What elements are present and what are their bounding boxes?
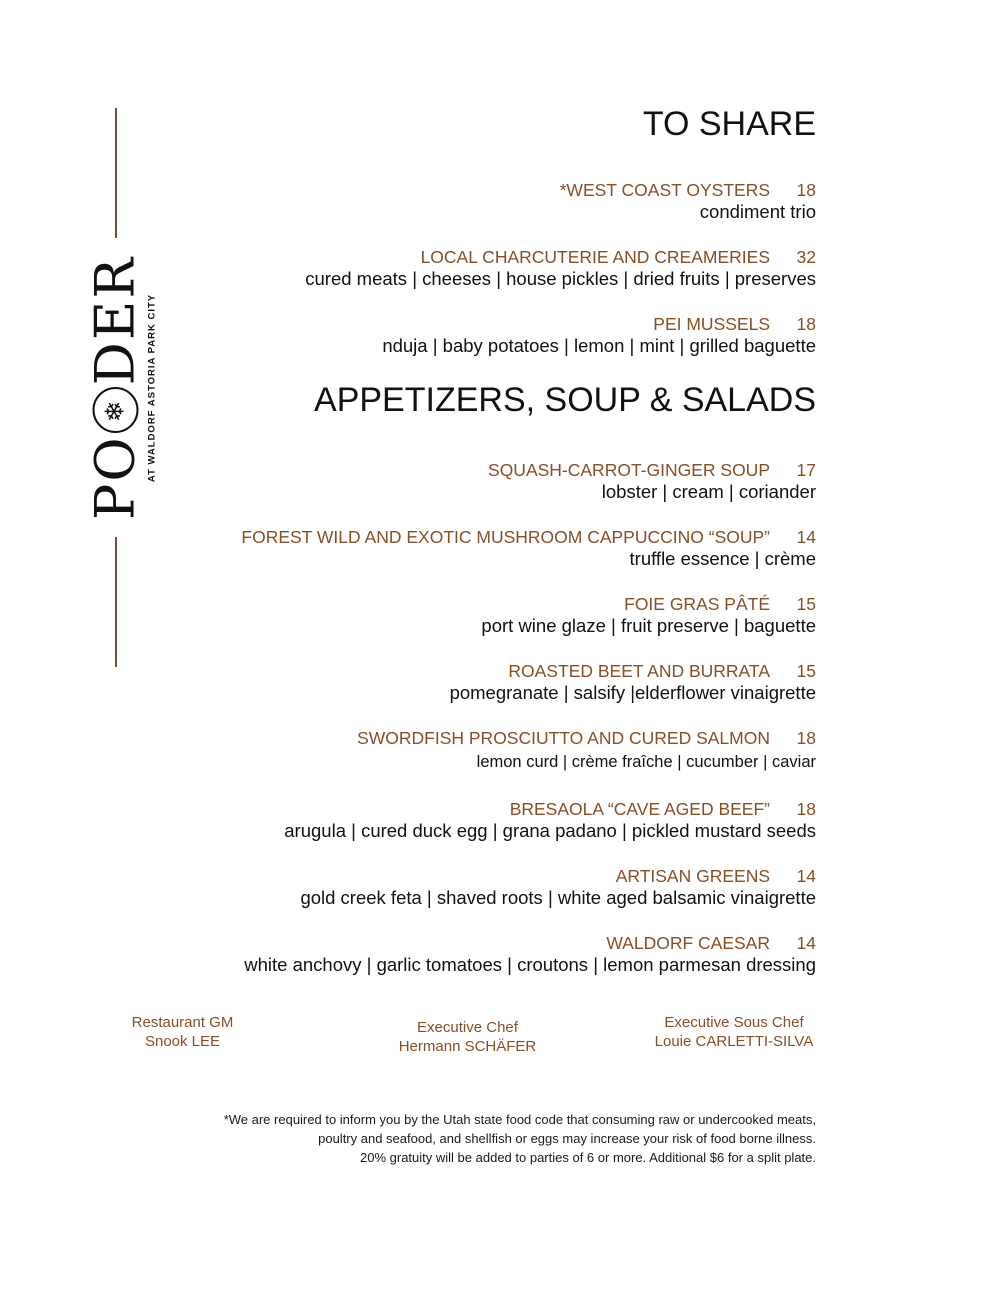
item-price: 18	[796, 179, 816, 200]
disclaimer-line: poultry and seafood, and shellfish or eggs may increase your risk of food borne illness.	[318, 1131, 816, 1146]
menu-item	[116, 246, 816, 290]
item-price: 18	[796, 798, 816, 819]
item-description: gold creek feta | shaved roots | white aged balsamic vinaigrette	[300, 886, 816, 908]
item-name: SQUASH-CARROT-GINGER SOUP	[488, 459, 770, 480]
menu-item	[116, 798, 816, 842]
disclaimer-line: 20% gratuity will be added to parties of 6 or more. Additional $6 for a split plate.	[360, 1150, 816, 1165]
staff-role: Restaurant GM	[131, 1014, 234, 1031]
item-description: arugula | cured duck egg | grana padano | pickled mustard seeds	[284, 819, 816, 841]
item-price: 14	[796, 932, 816, 953]
menu-item	[116, 865, 816, 909]
menu-item	[116, 459, 816, 503]
logo-word-left: PO	[83, 435, 146, 520]
item-name: LOCAL CHARCUTERIE AND CREAMERIES	[420, 246, 770, 267]
item-description: pomegranate | salsify |elderflower vinaigrette	[449, 681, 816, 703]
menu-item	[116, 526, 816, 570]
item-description: lobster | cream | coriander	[601, 480, 816, 502]
section-title-appetizers: APPETIZERS, SOUP & SALADS	[314, 380, 816, 419]
item-price: 18	[796, 313, 816, 334]
staff-name: Snook LEE	[144, 1033, 221, 1050]
menu-item	[116, 727, 816, 775]
item-price: 15	[796, 593, 816, 614]
item-name: BRESAOLA “CAVE AGED BEEF”	[509, 798, 770, 819]
staff-name: Louie CARLETTI-SILVA	[654, 1033, 814, 1050]
item-name: FOIE GRAS PÂTÉ	[624, 593, 770, 614]
menu-item	[116, 660, 816, 704]
staff-role: Executive Chef	[417, 1019, 518, 1036]
staff-name: Hermann SCHÄFER	[398, 1038, 537, 1055]
item-price: 18	[796, 727, 816, 748]
item-name: ARTISAN GREENS	[615, 865, 770, 886]
staff-role: Executive Sous Chef	[664, 1014, 804, 1031]
disclaimer-line: *We are required to inform you by the Utah state food code that consuming raw or undercooked meats,	[223, 1112, 816, 1127]
item-price: 14	[796, 526, 816, 547]
menu-item	[116, 932, 816, 976]
staff-executive-sous-chef	[640, 1013, 828, 1051]
item-description: port wine glaze | fruit preserve | baguette	[481, 614, 816, 636]
item-name: WALDORF CAESAR	[606, 932, 770, 953]
item-name: ROASTED BEET AND BURRATA	[508, 660, 770, 681]
menu-item	[116, 179, 816, 223]
item-description: truffle essence | crème	[629, 547, 816, 569]
item-price: 32	[796, 246, 816, 267]
food-code-disclaimer	[96, 1110, 816, 1167]
logo-word-right: DER	[83, 256, 146, 386]
item-description: nduja | baby potatoes | lemon | mint | grilled baguette	[382, 334, 816, 356]
item-price: 17	[796, 459, 816, 480]
item-description: cured meats | cheeses | house pickles | dried fruits | preserves	[305, 267, 816, 289]
logo-subtitle: AT WALDORF ASTORIA PARK CITY	[146, 293, 157, 483]
snowflake-icon: ❄	[92, 387, 138, 433]
item-description: white anchovy | garlic tomatoes | croutons | lemon parmesan dressing	[244, 953, 816, 975]
item-price: 14	[796, 865, 816, 886]
menu-item	[116, 313, 816, 357]
item-name: SWORDFISH PROSCIUTTO AND CURED SALMON	[357, 727, 770, 748]
staff-restaurant-gm	[110, 1013, 255, 1051]
item-name: *WEST COAST OYSTERS	[559, 179, 770, 200]
staff-executive-chef	[380, 1018, 555, 1056]
menu-content	[116, 104, 816, 999]
item-name: PEI MUSSELS	[653, 313, 770, 334]
item-description: lemon curd | crème fraîche | cucumber | caviar	[476, 752, 816, 771]
item-name: FOREST WILD AND EXOTIC MUSHROOM CAPPUCCINO “SOUP”	[241, 526, 770, 547]
item-description: condiment trio	[699, 200, 816, 222]
section-title-to-share: TO SHARE	[642, 105, 816, 143]
menu-item	[116, 593, 816, 637]
item-price: 15	[796, 660, 816, 681]
